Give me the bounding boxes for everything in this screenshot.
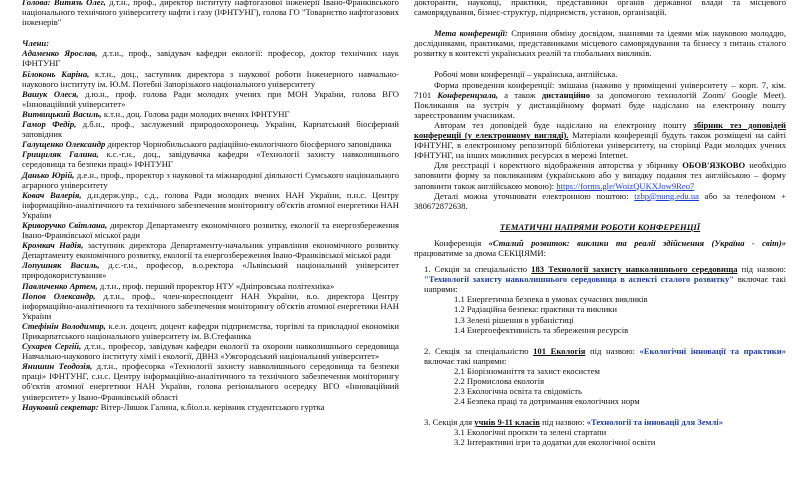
- conference-title: «Сталий розвиток: виклики та реалії здійснення (Україна - світ)»: [488, 237, 786, 248]
- participants-text: докторанти, науковці, практики, представники органів державної влади та місцевого самоврядування, бізнес-структур, підприємств, установ, організацій.: [414, 0, 786, 18]
- section-block: [414, 346, 786, 418]
- committee-member: [22, 170, 399, 190]
- section-heading: [414, 417, 786, 427]
- member-description: директор Департаменту економічного розвитку, екології та енергозбереження Івано-Франківської міської ради: [22, 219, 399, 241]
- member-description: д.б.н., проф., заслужений природоохоронець України, Карпатський біосферний заповідник: [22, 119, 400, 140]
- committee-member: [22, 321, 399, 341]
- section-specialty: 101 Екологія: [533, 345, 586, 356]
- proceedings-paragraph: Авторам тез доповідей буде надіслано на електронну пошту збірник тез доповідей конференції (у електронному вигляді). Матеріали конференції будуть також розміщені на сайті ІФНТУНГ, в електронному репозиторії бібліотеки університету, на сторінці Ради молодих учених ІФНТУНГ, на інших можливих ресурсах в мережі Internet.: [414, 119, 786, 161]
- secretary-desc: Вітер-Ляшок Галина, к.біол.н. керівник студентського гуртка: [100, 401, 325, 412]
- committee-member: [22, 149, 399, 169]
- committee-member: [22, 260, 399, 280]
- section-title: «Екологічні інновації та практики»: [639, 345, 786, 356]
- member-name: Стефінін Володимир,: [22, 320, 106, 331]
- member-name: Вашук Олеся,: [22, 88, 79, 99]
- section-heading: [414, 264, 786, 294]
- member-name: Криворучко Світлана,: [22, 219, 108, 230]
- topics-intro: Конференція «Сталий розвиток: виклики та реалії здійснення (Україна - світ)» працюватиме за двома СЕКЦІЯМИ:: [414, 237, 786, 258]
- member-description: д.т.н., проф., завідувач кафедри екології: професор, доктор технічних наук ІФНТУНГ: [22, 48, 399, 69]
- section-heading: [414, 346, 786, 366]
- member-name: Данько Юрій,: [22, 169, 75, 180]
- contact-paragraph: Деталі можна уточнювати електронною поштою: tzbp@nung.edu.ua або за телефоном + 380672872638.: [414, 190, 786, 211]
- member-description: д.т.н., проф. перший проректор НТУ «Дніпровська політехніка»: [99, 280, 335, 291]
- topic-item: 2.2 Промислова екологія: [454, 376, 545, 386]
- section-specialty: 183 Технології захисту навколишнього середовища: [531, 264, 738, 275]
- member-name: Гамор Федір,: [22, 119, 77, 130]
- committee-member: [22, 190, 399, 220]
- member-name: Попов Олександр,: [22, 290, 96, 301]
- committee-member: [22, 291, 399, 321]
- section-naming: під назвою:: [741, 264, 787, 275]
- member-description: к.с.-г.н., доц., завідувачка кафедри «Технології захисту навколишнього середовища та безпеки праці» ІФНТУНГ: [22, 149, 399, 170]
- committee-member: [22, 89, 399, 109]
- member-name: Витвицький Василь,: [22, 108, 102, 119]
- head-label: Голова:: [22, 0, 51, 7]
- member-name: Білоконь Каріна,: [22, 68, 90, 79]
- member-description: д.е.н., проф., проректор з наукової та міжнародної діяльності Сумського національного аграрного університету: [22, 169, 399, 190]
- section-topics: [414, 427, 786, 447]
- committee-member: [22, 119, 399, 139]
- member-description: директор Чорнобильського радіаційно-екологічного біосферного заповідника: [107, 139, 392, 150]
- committee-member: [22, 240, 399, 260]
- member-description: д.с.-г.н., професор, в.о.ректора «Львівський національний університет природокористування»: [22, 260, 400, 281]
- topic-item: 1.3 Зелені рішення в урбаністиці: [454, 314, 574, 325]
- member-description: д.н.держ.упр., с.д., голова Ради молодих вчених НАН України, п.н.с. Центру інформаційно-аналітичного та технічного забезпечення моніторингу об'єктів атомної енергетики НАН України: [22, 189, 399, 220]
- member-name: Ковач Валерія,: [22, 189, 82, 200]
- section-includes: включає такі напрями:: [424, 355, 507, 366]
- mandatory-notice: ОБОВ'ЯЗКОВО: [682, 160, 746, 171]
- conference-info-column: [414, 0, 786, 459]
- member-description: д.т.н., професор, завідувач кафедри екології та охорони навколишнього середовища Навчально-наукового інституту хімії і екології, ДВНЗ «Ужгородський національний університет»: [22, 341, 399, 362]
- topic-item: 2.3 Екологічна освіта та свідомість: [454, 386, 582, 397]
- goal-paragraph: [414, 28, 786, 58]
- languages-text: Робочі мови конференції – українська, англійська.: [434, 69, 618, 80]
- format-paragraph: Форма проведення конференції: змішана (наживо у приміщенні університету – корп. 7, кім. 7101 Конференцзала, а також дистанційно за допомогою технологій Zoom/ Google Meet). Покликання на зустріч у дистанційному форматі буде надіслано на електронну пошту зареєстрованим учасникам.: [414, 79, 786, 120]
- members-list: [22, 48, 399, 401]
- member-description: заступник директора Департаменту-начальник управління економічного розвитку Департаменту економічного розвитку, екології та енергозбереження Івано-Франківської міської ради: [22, 240, 399, 261]
- section-specialty: учнів 9-11 класів: [474, 417, 540, 428]
- member-name: Лопушняк Василь,: [22, 260, 100, 271]
- committee-member: [22, 48, 399, 68]
- section-block: [414, 417, 786, 458]
- member-description: к.е.н. доцент, доцент кафедри підприємства, торгівлі та прикладної економіки Прикарпатського національного університету ім. В.Стефаника: [22, 320, 399, 341]
- goal-text: Сприяння обміну досвідом, знаннями та ідеями між науковою молоддю, дослідниками, практиками, представниками місцевого самоврядування та бізнесу з питань сталого розвитку в контексті українських реалій та глобальних викликів.: [414, 28, 786, 59]
- secretary: [22, 402, 399, 412]
- member-description: к.т.н., доц., заступник директора з наукової роботи Інженерного навчально-наукового інституту ім. Ю.М. Потебні Запорізького національного університету: [22, 68, 399, 89]
- section-number: 2. Секція за спеціальністю: [424, 345, 529, 356]
- committee-member: [22, 361, 399, 401]
- member-description: д.ю.н., проф. голова Ради молодих учених при МОН України, голова ВГО «Інноваційний університет»: [22, 88, 400, 109]
- sections-list: [414, 264, 786, 459]
- committee-member: [22, 341, 399, 361]
- member-name: Сухарєв Сергій,: [22, 341, 82, 352]
- committee-member: [22, 69, 399, 89]
- members-label: Члени:: [22, 38, 50, 49]
- committee-head: [22, 0, 399, 27]
- committee-member: [22, 139, 399, 149]
- member-name: Кромкач Надія,: [22, 240, 84, 251]
- section-number: 1. Секція за спеціальністю: [424, 264, 528, 275]
- committee-column: [22, 0, 399, 412]
- section-title: "Технології захисту навколишнього середовища в аспекті сталого розвитку": [424, 274, 735, 285]
- head-desc: д.т.н., проф., директор інституту нафтогазової інженерії Івано-Франківського національного технічного університету нафти і газу (ІФНТУНГ), голова ГО "Товариство нафтогазових інженерів": [22, 0, 399, 28]
- contact-email-link[interactable]: tzbp@nung.edu.ua: [634, 190, 699, 201]
- committee-member: [22, 109, 399, 119]
- topic-item: 1.2 Радіаційна безпека: практики та виклики: [454, 304, 617, 315]
- section-title: «Технології та інновації для Землі»: [586, 417, 723, 428]
- section-topics: [414, 294, 786, 334]
- topic-item: 3.2 Інтерактивні ігри та додатки для екологічної освіти: [454, 437, 656, 448]
- topic-item: 1.4 Енергоефективність та збереження ресурсів: [454, 324, 629, 335]
- member-name: Адаменко Ярослав,: [22, 48, 98, 59]
- section-topics: [414, 366, 786, 406]
- topic-item: 2.4 Безпека праці та дотримання екологічних норм: [454, 396, 640, 407]
- section-block: [414, 264, 786, 346]
- member-name: Янишин Теодозія,: [22, 361, 93, 372]
- section-naming: під назвою:: [590, 345, 635, 356]
- member-name: Галущенко Олександр: [22, 139, 106, 150]
- member-description: д.т.н., професорка «Технології захисту навколишнього середовища та безпеки праці» ІФНТУНГ, с.н.с. Центру інформаційно-аналітичного та технічного забезпечення моніторингу об'єктів атомної енергетики НАН України, голова регіонального осередку ВГО «Інноваційний університет» у Івано-Франківській області: [22, 361, 399, 402]
- goal-label: Мета конференції:: [434, 28, 508, 39]
- conference-hall: Конференцзала,: [437, 89, 499, 100]
- member-description: д.т.н., проф., член-кореспондент НАН України, в.о. директора Центру інформаційно-аналітичного та технічного забезпечення моніторингу об'єктів атомної енергетики НАН України: [22, 290, 399, 321]
- topic-item: 3.1 Екологічні проєкти та зелені стартапи: [454, 427, 607, 438]
- registration-form-link[interactable]: https://forms.gle/WoizQUKXJow9Reo7: [556, 180, 695, 191]
- member-description: к.т.н., доц. Голова ради молодих вчених ІФНТУНГ: [103, 108, 290, 119]
- registration-paragraph: Для реєстрації і коректного відображення авторства у збірнику ОБОВ'ЯЗКОВО необхідно заповнити форму за покликанням (українською або у випадку подання тез англійською – форму заповнити також англійською мовою): https://forms.gle/WoizQUKXJow9Reo7: [414, 160, 786, 191]
- topic-item: 1.1 Енергетична безпека в умовах сучасних викликів: [454, 294, 648, 305]
- section-number: 3. Секція для: [424, 417, 473, 428]
- distance-mode: дистанційно: [541, 89, 591, 100]
- topic-item: 2.1 Біорізноманіття та захист екосистем: [454, 365, 600, 376]
- section-naming: під назвою:: [542, 417, 585, 428]
- committee-member: [22, 220, 399, 240]
- member-name: Павличенко Артем,: [22, 280, 98, 291]
- section-includes: включає такі напрями:: [424, 274, 786, 295]
- topics-heading: ТЕМАТИЧНІ НАПРЯМИ РОБОТИ КОНФЕРЕНЦІЇ: [499, 221, 701, 232]
- member-name: Грищиляк Галина,: [22, 149, 99, 160]
- committee-member: [22, 281, 399, 291]
- head-name: Витязь Олег,: [53, 0, 106, 7]
- secretary-label: Науковий секретар:: [22, 401, 99, 412]
- proceedings-highlight: збірник тез доповідей конференції (у електронному вигляді).: [414, 119, 786, 141]
